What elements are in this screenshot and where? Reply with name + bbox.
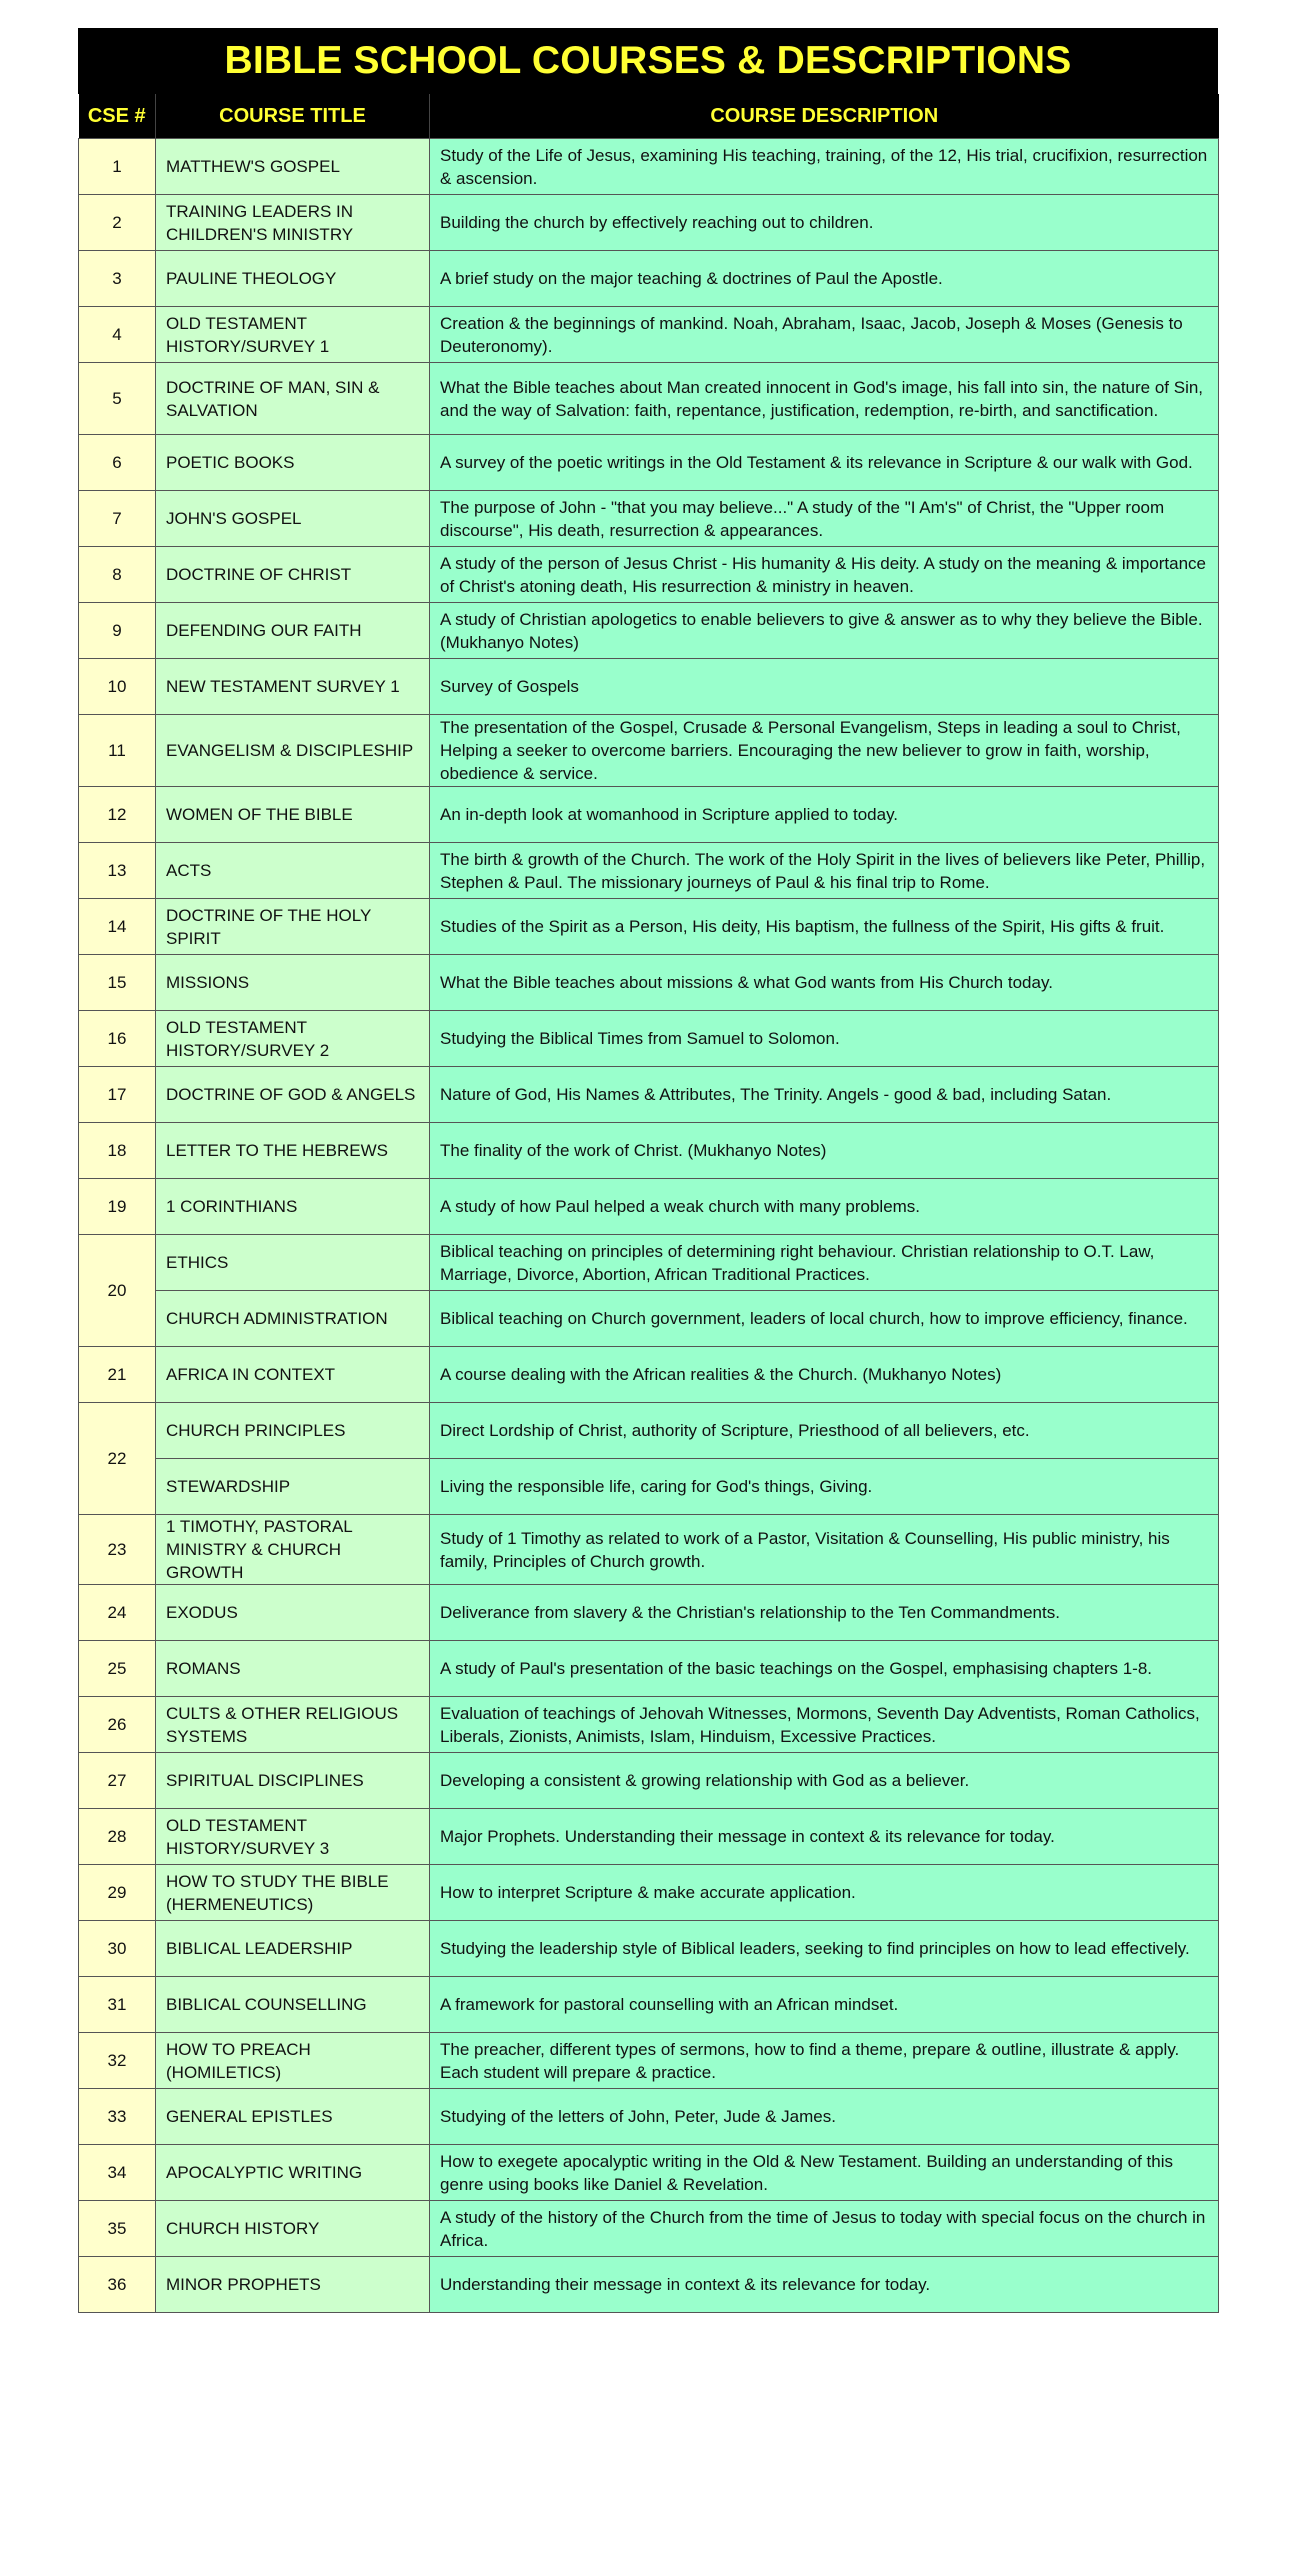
table-row — [79, 363, 1219, 435]
course-description-cell: Direct Lordship of Christ, authority of Scripture, Priesthood of all believers, etc. — [430, 1403, 1219, 1459]
table-row — [79, 603, 1219, 659]
course-title-cell: HOW TO STUDY THE BIBLE (HERMENEUTICS) — [156, 1865, 430, 1921]
table-row — [79, 1641, 1219, 1697]
course-title-cell: AFRICA IN CONTEXT — [156, 1347, 430, 1403]
course-number-cell: 13 — [79, 843, 156, 899]
course-title-cell: BIBLICAL COUNSELLING — [156, 1977, 430, 2033]
course-description-cell: Biblical teaching on Church government, leaders of local church, how to improve efficiency, finance. — [430, 1291, 1219, 1347]
course-description-cell: A framework for pastoral counselling with an African mindset. — [430, 1977, 1219, 2033]
course-number-cell: 3 — [79, 251, 156, 307]
page-title: BIBLE SCHOOL COURSES & DESCRIPTIONS — [224, 39, 1072, 82]
course-number-cell: 14 — [79, 899, 156, 955]
header-course-description: COURSE DESCRIPTION — [430, 94, 1219, 139]
course-description-cell: Living the responsible life, caring for God's things, Giving. — [430, 1459, 1219, 1515]
course-number-cell: 34 — [79, 2145, 156, 2201]
table-row — [79, 491, 1219, 547]
course-title-cell: CHURCH ADMINISTRATION — [156, 1291, 430, 1347]
course-description-cell: The presentation of the Gospel, Crusade & Personal Evangelism, Steps in leading a soul to Christ, Helping a seeker to overcome barriers. Encouraging the new believer to grow in faith, worship, obedience & service. — [430, 715, 1219, 787]
course-description-cell: How to interpret Scripture & make accurate application. — [430, 1865, 1219, 1921]
table-row — [79, 1697, 1219, 1753]
table-row — [79, 1809, 1219, 1865]
course-title-cell: CULTS & OTHER RELIGIOUS SYSTEMS — [156, 1697, 430, 1753]
course-title-cell: SPIRITUAL DISCIPLINES — [156, 1753, 430, 1809]
table-row — [79, 955, 1219, 1011]
course-title-cell: APOCALYPTIC WRITING — [156, 2145, 430, 2201]
course-number-cell: 31 — [79, 1977, 156, 2033]
course-description-cell: Building the church by effectively reaching out to children. — [430, 195, 1219, 251]
course-description-cell: A survey of the poetic writings in the Old Testament & its relevance in Scripture & our walk with God. — [430, 435, 1219, 491]
table-row — [79, 435, 1219, 491]
course-title-cell: MATTHEW'S GOSPEL — [156, 139, 430, 195]
course-number-cell: 19 — [79, 1179, 156, 1235]
course-title-cell: OLD TESTAMENT HISTORY/SURVEY 1 — [156, 307, 430, 363]
course-description-cell: Studying the Biblical Times from Samuel to Solomon. — [430, 1011, 1219, 1067]
course-title-cell: CHURCH PRINCIPLES — [156, 1403, 430, 1459]
course-title-cell: 1 TIMOTHY, PASTORAL MINISTRY & CHURCH GROWTH — [156, 1515, 430, 1585]
course-number-cell: 33 — [79, 2089, 156, 2145]
table-row — [79, 1459, 1219, 1515]
course-title-cell: EXODUS — [156, 1585, 430, 1641]
course-title-cell: MINOR PROPHETS — [156, 2257, 430, 2313]
course-description-cell: The purpose of John - "that you may believe..." A study of the "I Am's" of Christ, the "Upper room discourse", His death, resurrection & appearances. — [430, 491, 1219, 547]
course-title-cell: ROMANS — [156, 1641, 430, 1697]
course-number-cell: 5 — [79, 363, 156, 435]
course-title-cell: OLD TESTAMENT HISTORY/SURVEY 3 — [156, 1809, 430, 1865]
course-description-cell: What the Bible teaches about missions & what God wants from His Church today. — [430, 955, 1219, 1011]
course-description-cell: Survey of Gospels — [430, 659, 1219, 715]
table-body — [79, 139, 1219, 2313]
course-title-cell: DOCTRINE OF THE HOLY SPIRIT — [156, 899, 430, 955]
course-number-cell: 36 — [79, 2257, 156, 2313]
course-description-cell: Nature of God, His Names & Attributes, The Trinity. Angels - good & bad, including Satan. — [430, 1067, 1219, 1123]
course-title-cell: NEW TESTAMENT SURVEY 1 — [156, 659, 430, 715]
course-description-cell: Studying of the letters of John, Peter, Jude & James. — [430, 2089, 1219, 2145]
course-title-cell: ETHICS — [156, 1235, 430, 1291]
course-description-cell: Study of the Life of Jesus, examining His teaching, training, of the 12, His trial, crucifixion, resurrection & ascension. — [430, 139, 1219, 195]
course-title-cell: STEWARDSHIP — [156, 1459, 430, 1515]
course-title-cell: OLD TESTAMENT HISTORY/SURVEY 2 — [156, 1011, 430, 1067]
course-number-cell: 20 — [79, 1235, 156, 1347]
table-row — [79, 1123, 1219, 1179]
course-number-cell: 12 — [79, 787, 156, 843]
table-row — [79, 307, 1219, 363]
course-number-cell: 8 — [79, 547, 156, 603]
course-number-cell: 17 — [79, 1067, 156, 1123]
course-description-cell: A course dealing with the African realities & the Church. (Mukhanyo Notes) — [430, 1347, 1219, 1403]
table-row — [79, 1921, 1219, 1977]
course-number-cell: 1 — [79, 139, 156, 195]
table-row — [79, 1067, 1219, 1123]
course-title-cell: CHURCH HISTORY — [156, 2201, 430, 2257]
course-number-cell: 15 — [79, 955, 156, 1011]
table-row — [79, 1515, 1219, 1585]
course-title-cell: 1 CORINTHIANS — [156, 1179, 430, 1235]
course-number-cell: 7 — [79, 491, 156, 547]
header-course-title: COURSE TITLE — [156, 94, 430, 139]
table-row — [79, 2257, 1219, 2313]
course-description-cell: What the Bible teaches about Man created innocent in God's image, his fall into sin, the nature of Sin, and the way of Salvation: faith, repentance, justification, redemption, re-birth, and sanctification. — [430, 363, 1219, 435]
course-number-cell: 29 — [79, 1865, 156, 1921]
course-description-cell: A study of the history of the Church from the time of Jesus to today with special focus on the church in Africa. — [430, 2201, 1219, 2257]
course-description-cell: A study of Christian apologetics to enable believers to give & answer as to why they believe the Bible. (Mukhanyo Notes) — [430, 603, 1219, 659]
course-description-cell: Creation & the beginnings of mankind. Noah, Abraham, Isaac, Jacob, Joseph & Moses (Genesis to Deuteronomy). — [430, 307, 1219, 363]
course-number-cell: 22 — [79, 1403, 156, 1515]
course-number-cell: 32 — [79, 2033, 156, 2089]
course-description-cell: Understanding their message in context & its relevance for today. — [430, 2257, 1219, 2313]
course-number-cell: 18 — [79, 1123, 156, 1179]
course-description-cell: Deliverance from slavery & the Christian's relationship to the Ten Commandments. — [430, 1585, 1219, 1641]
table-row — [79, 2145, 1219, 2201]
course-description-cell: An in-depth look at womanhood in Scripture applied to today. — [430, 787, 1219, 843]
course-number-cell: 6 — [79, 435, 156, 491]
table-row — [79, 1347, 1219, 1403]
course-number-cell: 21 — [79, 1347, 156, 1403]
course-sheet — [78, 28, 1218, 2313]
header-course-number: CSE # — [79, 94, 156, 139]
table-row — [79, 843, 1219, 899]
course-number-cell: 16 — [79, 1011, 156, 1067]
course-description-cell: A study of Paul's presentation of the basic teachings on the Gospel, emphasising chapters 1-8. — [430, 1641, 1219, 1697]
course-number-cell: 23 — [79, 1515, 156, 1585]
course-description-cell: How to exegete apocalyptic writing in the Old & New Testament. Building an understanding of this genre using books like Daniel & Revelation. — [430, 2145, 1219, 2201]
table-row — [79, 1403, 1219, 1459]
course-title-cell: GENERAL EPISTLES — [156, 2089, 430, 2145]
course-number-cell: 10 — [79, 659, 156, 715]
course-number-cell: 30 — [79, 1921, 156, 1977]
table-row — [79, 195, 1219, 251]
table-row — [79, 1585, 1219, 1641]
course-description-cell: The preacher, different types of sermons, how to find a theme, prepare & outline, illustrate & apply. Each student will prepare & practice. — [430, 2033, 1219, 2089]
table-row — [79, 1753, 1219, 1809]
course-number-cell: 2 — [79, 195, 156, 251]
course-description-cell: The finality of the work of Christ. (Mukhanyo Notes) — [430, 1123, 1219, 1179]
course-description-cell: Studying the leadership style of Biblical leaders, seeking to find principles on how to lead effectively. — [430, 1921, 1219, 1977]
course-title-cell: MISSIONS — [156, 955, 430, 1011]
table-row — [79, 139, 1219, 195]
course-title-cell: DOCTRINE OF GOD & ANGELS — [156, 1067, 430, 1123]
course-description-cell: Developing a consistent & growing relationship with God as a believer. — [430, 1753, 1219, 1809]
table-row — [79, 2033, 1219, 2089]
course-number-cell: 11 — [79, 715, 156, 787]
table-row — [79, 547, 1219, 603]
table-row — [79, 787, 1219, 843]
course-title-cell: LETTER TO THE HEBREWS — [156, 1123, 430, 1179]
table-row — [79, 1865, 1219, 1921]
course-number-cell: 25 — [79, 1641, 156, 1697]
course-number-cell: 28 — [79, 1809, 156, 1865]
title-bar — [78, 28, 1218, 94]
course-description-cell: A brief study on the major teaching & doctrines of Paul the Apostle. — [430, 251, 1219, 307]
course-title-cell: JOHN'S GOSPEL — [156, 491, 430, 547]
course-title-cell: BIBLICAL LEADERSHIP — [156, 1921, 430, 1977]
courses-table — [78, 94, 1219, 2313]
course-number-cell: 26 — [79, 1697, 156, 1753]
course-description-cell: A study of the person of Jesus Christ - His humanity & His deity. A study on the meaning & importance of Christ's atoning death, His resurrection & ministry in heaven. — [430, 547, 1219, 603]
table-row — [79, 1011, 1219, 1067]
course-title-cell: POETIC BOOKS — [156, 435, 430, 491]
table-row — [79, 2201, 1219, 2257]
table-row — [79, 251, 1219, 307]
course-description-cell: Major Prophets. Understanding their message in context & its relevance for today. — [430, 1809, 1219, 1865]
course-number-cell: 9 — [79, 603, 156, 659]
table-row — [79, 2089, 1219, 2145]
course-description-cell: Study of 1 Timothy as related to work of a Pastor, Visitation & Counselling, His public ministry, his family, Principles of Church growth. — [430, 1515, 1219, 1585]
table-row — [79, 1291, 1219, 1347]
course-title-cell: WOMEN OF THE BIBLE — [156, 787, 430, 843]
header-row — [79, 94, 1219, 139]
course-description-cell: The birth & growth of the Church. The work of the Holy Spirit in the lives of believers like Peter, Phillip, Stephen & Paul. The missionary journeys of Paul & his final trip to Rome. — [430, 843, 1219, 899]
table-row — [79, 1977, 1219, 2033]
course-number-cell: 4 — [79, 307, 156, 363]
table-row — [79, 899, 1219, 955]
course-title-cell: HOW TO PREACH (HOMILETICS) — [156, 2033, 430, 2089]
course-description-cell: Biblical teaching on principles of determining right behaviour. Christian relationship to O.T. Law, Marriage, Divorce, Abortion, African Traditional Practices. — [430, 1235, 1219, 1291]
table-row — [79, 1179, 1219, 1235]
course-title-cell: PAULINE THEOLOGY — [156, 251, 430, 307]
table-row — [79, 659, 1219, 715]
course-title-cell: TRAINING LEADERS IN CHILDREN'S MINISTRY — [156, 195, 430, 251]
course-description-cell: Evaluation of teachings of Jehovah Witnesses, Mormons, Seventh Day Adventists, Roman Catholics, Liberals, Zionists, Animists, Islam, Hinduism, Excessive Practices. — [430, 1697, 1219, 1753]
course-title-cell: DOCTRINE OF MAN, SIN & SALVATION — [156, 363, 430, 435]
course-title-cell: DEFENDING OUR FAITH — [156, 603, 430, 659]
course-description-cell: Studies of the Spirit as a Person, His deity, His baptism, the fullness of the Spirit, His gifts & fruit. — [430, 899, 1219, 955]
course-title-cell: DOCTRINE OF CHRIST — [156, 547, 430, 603]
course-number-cell: 27 — [79, 1753, 156, 1809]
course-description-cell: A study of how Paul helped a weak church with many problems. — [430, 1179, 1219, 1235]
table-row — [79, 1235, 1219, 1291]
course-title-cell: EVANGELISM & DISCIPLESHIP — [156, 715, 430, 787]
table-row — [79, 715, 1219, 787]
course-number-cell: 24 — [79, 1585, 156, 1641]
course-title-cell: ACTS — [156, 843, 430, 899]
course-number-cell: 35 — [79, 2201, 156, 2257]
